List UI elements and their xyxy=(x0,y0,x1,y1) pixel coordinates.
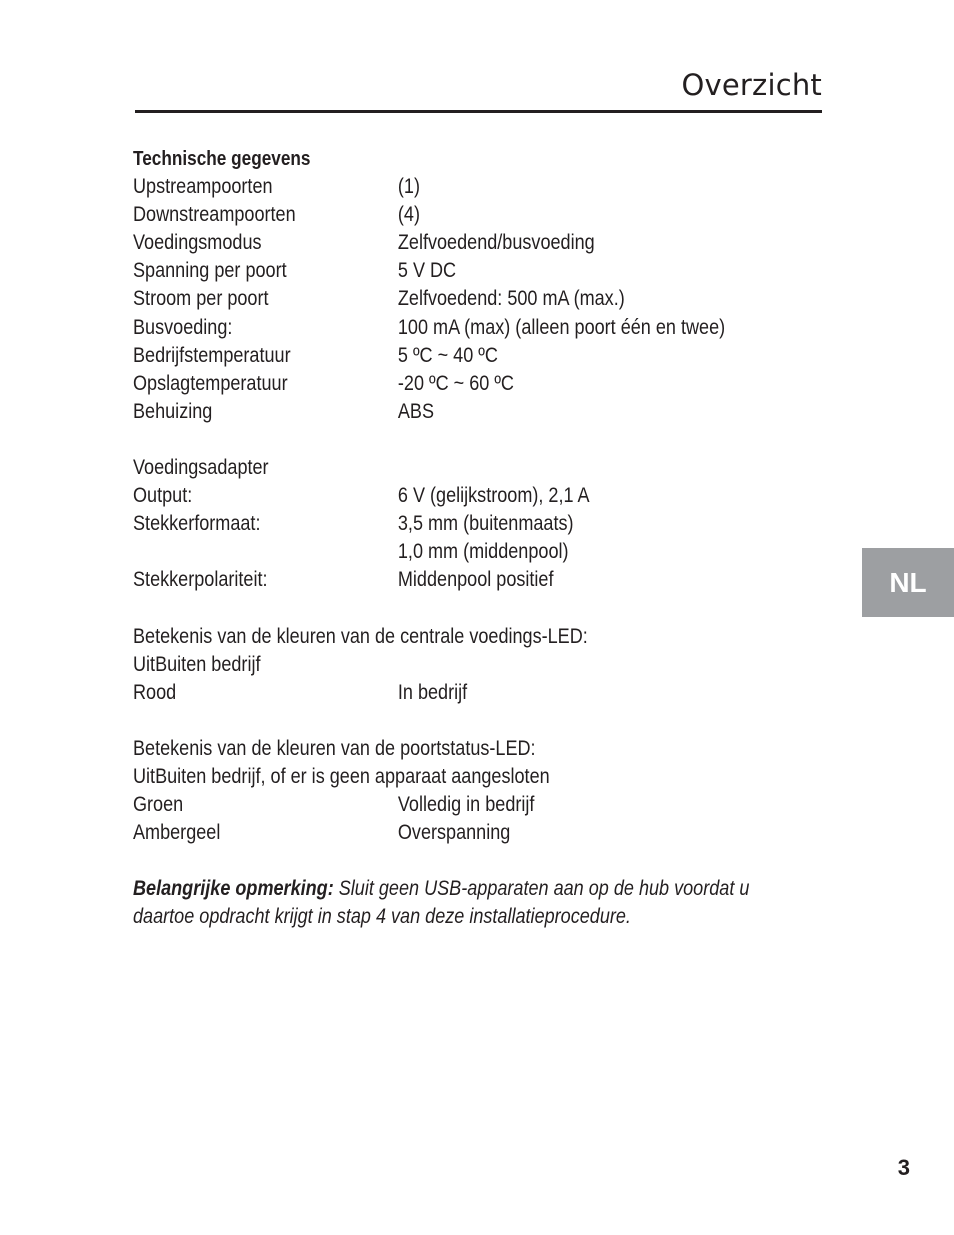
spacer xyxy=(133,847,833,875)
spec-row xyxy=(133,173,831,201)
spec-row xyxy=(133,314,831,342)
spec-label: Output: xyxy=(133,484,193,508)
spec-value: Volledig in bedrijf xyxy=(397,793,535,817)
note-label: Belangrijke opmerking: xyxy=(133,877,334,901)
spacer xyxy=(133,426,833,454)
port-led-heading: Betekenis van de kleuren van de poortstatus-LED: xyxy=(133,736,536,760)
note-text: Sluit geen USB-apparaten aan op de hub voordat u daartoe opdracht krijgt in stap 4 van deze installatieprocedure. xyxy=(133,877,750,929)
power-led-off-value: Buiten bedrijf xyxy=(155,652,261,676)
adapter-list xyxy=(133,482,833,594)
content xyxy=(133,145,833,931)
spec-value: Middenpool positief xyxy=(397,568,554,592)
spec-row xyxy=(133,791,831,819)
spec-row xyxy=(133,201,831,229)
language-tab: NL xyxy=(862,548,954,617)
spec-row xyxy=(133,257,831,285)
spec-label: Stekkerformaat: xyxy=(133,512,261,536)
spec-label: Groen xyxy=(133,793,184,817)
spec-label: Stroom per poort xyxy=(133,287,269,311)
port-led-off-label: Uit xyxy=(133,765,156,789)
power-led-heading: Betekenis van de kleuren van de centrale voedings-LED: xyxy=(133,624,588,648)
spec-value: (1) xyxy=(397,175,420,199)
spec-label: Bedrijfstemperatuur xyxy=(133,343,291,367)
page-number: 3 xyxy=(897,1155,910,1180)
power-led-off-row xyxy=(133,651,831,679)
spec-value: 100 mA (max) (alleen poort één en twee) xyxy=(397,315,726,339)
page-title: Overzicht xyxy=(681,68,822,102)
port-led-list xyxy=(133,791,833,847)
spec-value: (4) xyxy=(397,203,420,227)
spec-value: In bedrijf xyxy=(397,680,468,704)
spec-label: Rood xyxy=(133,680,177,704)
power-led-list xyxy=(133,679,833,707)
spec-value: 5 V DC xyxy=(397,259,457,283)
spec-label: Stekkerpolariteit: xyxy=(133,568,268,592)
spec-value: 5 ºC ~ 40 ºC xyxy=(397,343,498,367)
spec-row xyxy=(133,566,831,594)
port-led-off-row xyxy=(133,763,831,791)
spec-row xyxy=(133,398,831,426)
important-note xyxy=(133,875,812,931)
spec-value: ABS xyxy=(397,399,435,423)
spec-label: Behuizing xyxy=(133,399,213,423)
specs-heading: Technische gegevens xyxy=(133,148,311,170)
spec-value: Overspanning xyxy=(397,821,511,845)
spec-row xyxy=(133,819,831,847)
spec-value: Zelfvoedend/busvoeding xyxy=(397,231,595,255)
specs-list xyxy=(133,173,833,426)
spec-row xyxy=(133,538,831,566)
spec-label: Voedingsmodus xyxy=(133,231,262,255)
spec-value: 3,5 mm (buitenmaats) xyxy=(397,512,574,536)
spacer xyxy=(133,707,833,735)
spec-row xyxy=(133,510,831,538)
spec-row xyxy=(133,679,831,707)
title-rule xyxy=(135,110,822,113)
spec-label: Spanning per poort xyxy=(133,259,287,283)
adapter-heading: Voedingsadapter xyxy=(133,456,269,480)
spec-value: -20 ºC ~ 60 ºC xyxy=(397,371,514,395)
spec-label: Ambergeel xyxy=(133,821,221,845)
spec-label: Busvoeding: xyxy=(133,315,233,339)
spec-value: 6 V (gelijkstroom), 2,1 A xyxy=(397,484,590,508)
spec-row xyxy=(133,370,831,398)
power-led-off-label: Uit xyxy=(133,652,156,676)
spec-row xyxy=(133,482,831,510)
port-led-off-value: Buiten bedrijf, of er is geen apparaat aangesloten xyxy=(155,765,550,789)
spec-value: 1,0 mm (middenpool) xyxy=(397,540,569,564)
spec-row xyxy=(133,285,831,313)
spec-value: Zelfvoedend: 500 mA (max.) xyxy=(397,287,625,311)
spec-label: Downstreampoorten xyxy=(133,203,296,227)
spec-row xyxy=(133,229,831,257)
spacer xyxy=(133,595,833,623)
spec-label: Upstreampoorten xyxy=(133,175,273,199)
spec-label: Opslagtemperatuur xyxy=(133,371,288,395)
spec-row xyxy=(133,342,831,370)
